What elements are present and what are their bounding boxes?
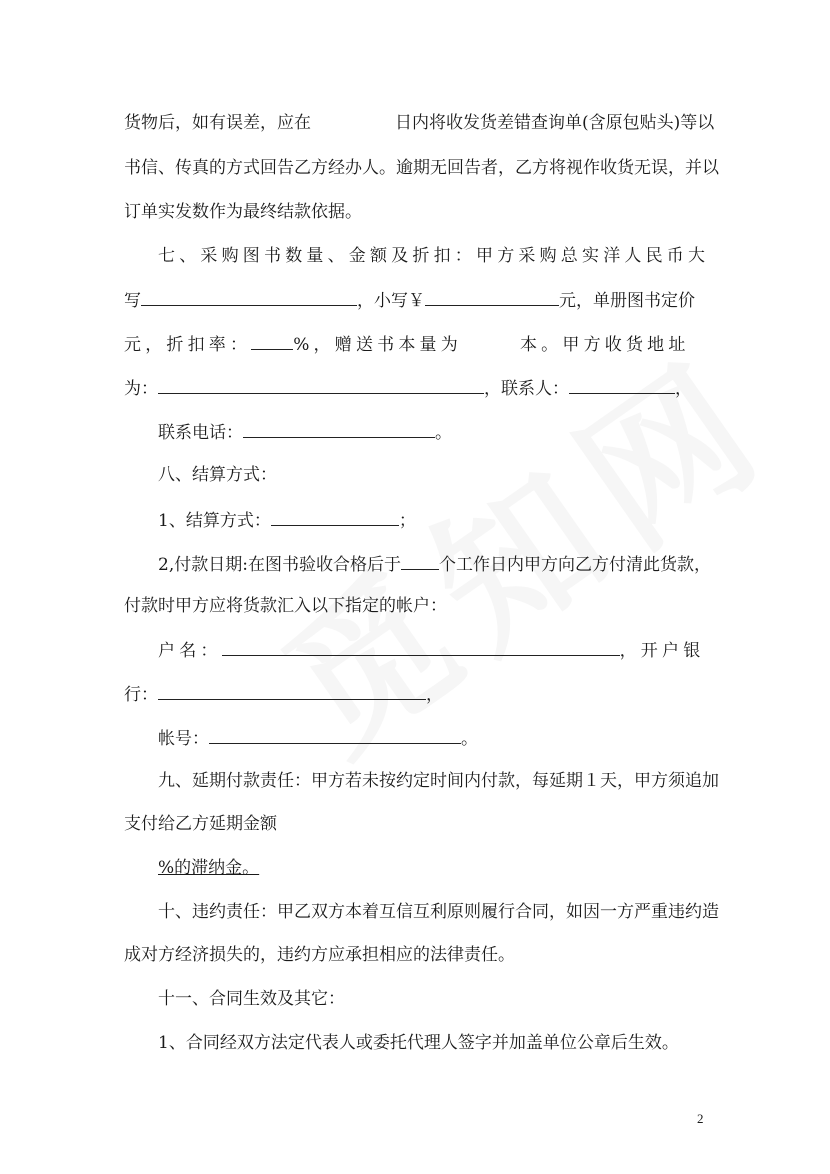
clause-8-heading: 八、结算方式： [158, 465, 277, 485]
line-delivery-check: 货物后，如有误差，应在 日内将收发货差错查询单(含原包贴头)等以 [124, 113, 715, 133]
amount-lowercase-field[interactable] [425, 287, 559, 306]
line-bank: 行： ， [124, 681, 443, 707]
page-number: 2 [697, 1111, 704, 1126]
line-late-fee: %的滞纳金。 [158, 858, 260, 878]
clause-11-heading: 十一、合同生效及其它： [158, 989, 345, 1009]
account-number-field[interactable] [209, 725, 461, 744]
discount-rate-field[interactable] [251, 331, 293, 350]
line-account-intro: 付款时甲方应将货款汇入以下指定的帐户： [124, 596, 447, 616]
line-settlement-basis: 订单实发数作为最终结款依据。 [124, 202, 362, 222]
bank-field[interactable] [158, 681, 426, 700]
line-payment-date: 2,付款日期:在图书验收合格后于 个工作日内甲方向乙方付清此货款， [158, 551, 711, 577]
line-effective: 1、合同经双方法定代表人或委托代理人签字并加盖单位公章后生效。 [158, 1033, 679, 1053]
amount-uppercase-field[interactable] [141, 287, 357, 306]
line-liability: 成对方经济损失的，违约方应承担相应的法律责任。 [124, 945, 515, 965]
line-account-number: 帐号： 。 [158, 725, 478, 751]
clause-10-heading: 十、违约责任：甲乙双方本着互信互利原则履行合同，如因一方严重违约造 [158, 902, 719, 922]
line-late-amount: 支付给乙方延期金额 [124, 814, 277, 834]
line-phone: 联系电话： 。 [158, 419, 452, 445]
line-address: 为： ，联系人： ， [124, 375, 692, 401]
settlement-method-field[interactable] [271, 507, 399, 526]
account-name-field[interactable] [222, 637, 620, 656]
clause-7-heading: 七、采购图书数量、金额及折扣：甲方采购总实洋人民币大 [158, 246, 710, 266]
line-settlement-method: 1、结算方式： ； [158, 507, 416, 533]
contact-field[interactable] [569, 375, 675, 394]
clause-9-heading: 九、延期付款责任：甲方若未按约定时间内付款，每延期１天，甲方须追加 [158, 771, 719, 791]
line-amount: 写 ，小写￥ 元，单册图书定价 [124, 287, 695, 313]
line-discount: 元，折扣率： %，赠送书本量为 本。甲方收货地址 [124, 331, 690, 357]
working-days-field[interactable] [401, 551, 439, 570]
line-reply: 书信、传真的方式回告乙方经办人。逾期无回告者，乙方将视作收货无误，并以 [124, 158, 719, 178]
line-account-name: 户名： ，开户银 [158, 637, 704, 663]
watermark [233, 296, 807, 794]
address-field[interactable] [158, 375, 484, 394]
phone-field[interactable] [243, 419, 435, 438]
